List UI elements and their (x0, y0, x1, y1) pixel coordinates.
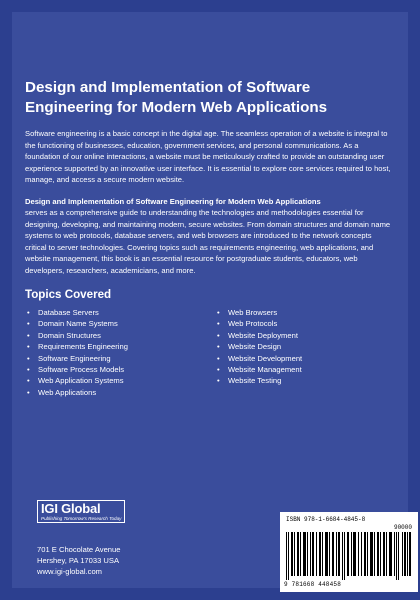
topics-column-2 (215, 307, 302, 398)
topic-item: • Website Management (215, 364, 302, 375)
topics-list (25, 307, 393, 398)
topic-item: • Database Servers (25, 307, 215, 318)
price-code: 90000 (393, 524, 412, 531)
topic-item: • Domain Name Systems (25, 318, 215, 329)
back-cover (12, 12, 412, 588)
publisher-logo (37, 500, 132, 522)
address-line-2: Hershey, PA 17033 USA (37, 556, 120, 566)
description-paragraph-2 (25, 196, 393, 277)
publisher-tagline: Publishing Tomorrow's Research Today (41, 516, 122, 521)
publisher-logo-box (37, 500, 125, 523)
barcode-digits: 9 781668 448458 (284, 581, 342, 588)
topic-item: • Website Design (215, 341, 302, 352)
topic-item: • Web Browsers (215, 307, 302, 318)
topic-item: • Domain Structures (25, 330, 215, 341)
isbn-barcode (280, 512, 418, 592)
topic-item: • Software Engineering (25, 353, 215, 364)
topics-column-1 (25, 307, 215, 398)
publisher-logo-name: IGI Global (41, 501, 101, 516)
topic-item: • Web Application Systems (25, 375, 215, 386)
description-paragraph-2-text: serves as a comprehensive guide to understanding the technologies and methodologies essential for designing, developing, and maintaining modern, secure websites. From domain structures and domain name systems to web protocols, database servers, and web browsers are introduced to the network concepts critical to server technologies. Covering topics such as requirements engineering, web applications, and website management, this book is an essential resource for postgraduate students, educators, web developers, researchers, academicians, and more. (25, 208, 391, 275)
topic-item: • Software Process Models (25, 364, 215, 375)
description-paragraph-1: Software engineering is a basic concept in the digital age. The seamless operation of a website is integral to the functioning of businesses, education, government services, and personal communications. As a foundation of our online interactions, a website must be meticulously crafted to provide an outstanding user experience supported by an innovative user interface. It is essential to explore core services required to host, manage, and access a secure modern website. (25, 129, 391, 184)
barcode-bars (286, 532, 412, 580)
topic-item: • Website Deployment (215, 330, 302, 341)
topic-item: • Website Testing (215, 375, 302, 386)
book-title: Design and Implementation of Software Engineering for Modern Web Applications (25, 79, 328, 116)
topics-heading: Topics Covered (25, 288, 112, 301)
isbn-number: ISBN 978-1-6684-4845-8 (286, 516, 366, 523)
description-bold-title: Design and Implementation of Software Engineering for Modern Web Applications (25, 196, 321, 206)
topic-item: • Requirements Engineering (25, 341, 215, 352)
topic-item: • Web Applications (25, 387, 215, 398)
address-line-1: 701 E Chocolate Avenue (37, 545, 121, 554)
publisher-website: www.igi-global.com (37, 567, 102, 577)
cover-content (25, 78, 393, 398)
topic-item: • Website Development (215, 353, 302, 364)
topic-item: • Web Protocols (215, 318, 302, 329)
publisher-address (37, 544, 120, 578)
